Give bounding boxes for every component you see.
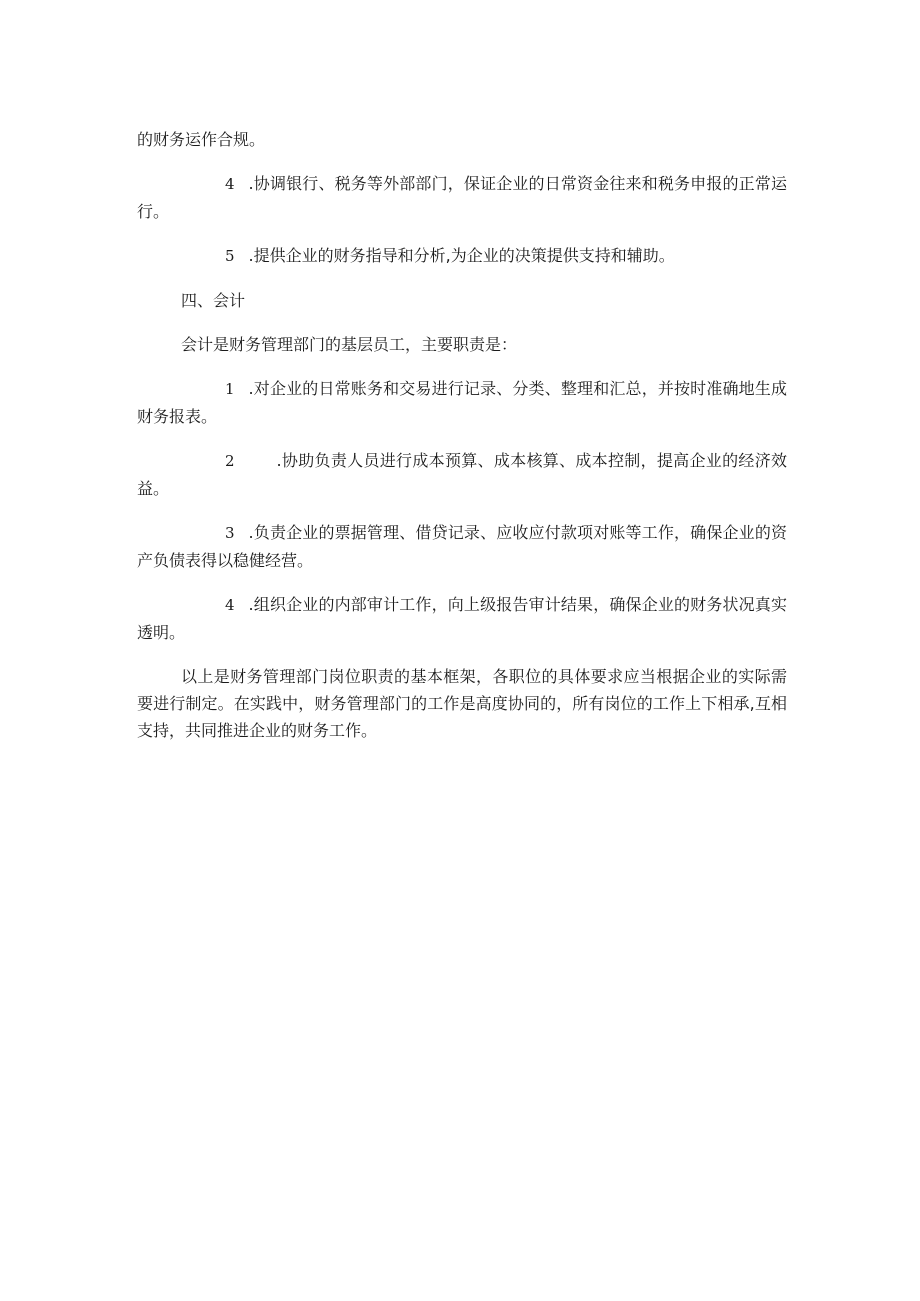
item-text: .对企业的日常账务和交易进行记录、分类、整理和汇总，并按时准确地生成财务报表。 <box>137 379 787 426</box>
item-text: .协调银行、税务等外部部门，保证企业的日常资金往来和税务申报的正常运行。 <box>137 174 787 221</box>
document-body <box>137 126 787 761</box>
item-number: 5 <box>225 247 235 265</box>
item-text: .组织企业的内部审计工作，向上级报告审计结果，确保企业的财务状况真实透明。 <box>137 595 787 642</box>
item-number: 3 <box>225 524 235 542</box>
paragraph-summary <box>137 663 787 744</box>
paragraph-continuation <box>137 126 787 153</box>
item-text: .提供企业的财务指导和分析,为企业的决策提供支持和辅助。 <box>248 246 675 265</box>
item-text: .协助负责人员进行成本预算、成本核算、成本控制，提高企业的经济效益。 <box>137 451 787 498</box>
item-text: .负责企业的票据管理、借贷记录、应收应付款项对账等工作，确保企业的资产负债表得以稳健经营。 <box>137 523 787 570</box>
paragraph-accounting-intro <box>137 331 787 358</box>
numbered-item-3-bills <box>137 519 787 574</box>
paragraph-text: 会计是财务管理部门的基层员工，主要职责是： <box>181 335 518 354</box>
numbered-item-4-banking <box>137 170 787 225</box>
numbered-item-1-records <box>137 375 787 430</box>
item-number: 2 <box>225 452 235 470</box>
numbered-item-5-guidance <box>137 242 787 270</box>
numbered-item-2-cost <box>137 447 787 502</box>
section-heading-accounting <box>137 287 787 314</box>
numbered-item-4-audit <box>137 591 787 646</box>
paragraph-text: 的财务运作合规。 <box>137 130 266 149</box>
paragraph-text: 以上是财务管理部门岗位职责的基本框架，各职位的具体要求应当根据企业的实际需要进行制定。在实践中，财务管理部门的工作是高度协同的，所有岗位的工作上下相承,互相支持，共同推进企业的财务工作。 <box>137 667 787 740</box>
heading-text: 四、会计 <box>181 291 246 310</box>
item-number: 4 <box>225 175 235 193</box>
item-number: 4 <box>225 596 235 614</box>
item-number: 1 <box>225 380 235 398</box>
